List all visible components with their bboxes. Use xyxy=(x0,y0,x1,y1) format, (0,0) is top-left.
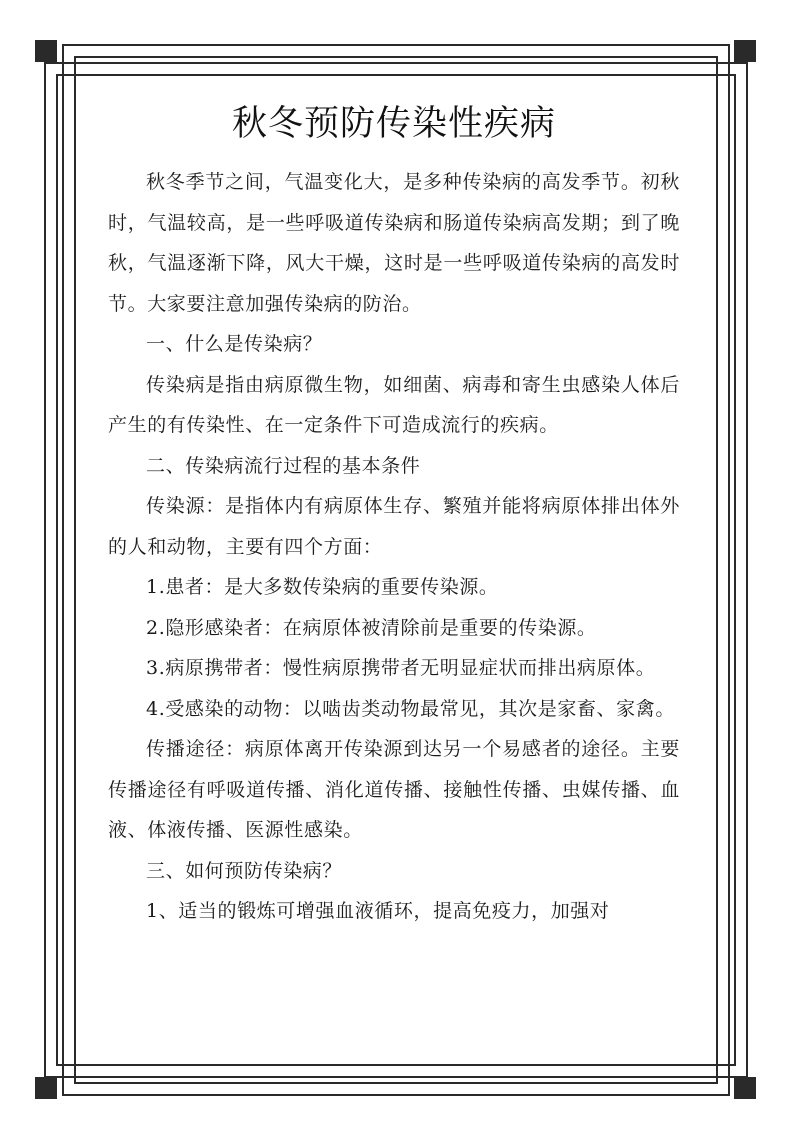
section-heading-what-is: 一、什么是传染病？ xyxy=(146,333,323,355)
list-item-hidden-infected: 2.隐形感染者：在病原体被清除前是重要的传染源。 xyxy=(146,616,597,639)
frame-corner-top-left xyxy=(35,40,57,62)
paragraph-intro: 秋冬季节之间，气温变化大，是多种传染病的高发季节。初秋时，气温较高，是一些呼吸道传染病和肠道传染病高发期；到了晚秋，气温逐渐下降，风大干燥，这时是一些呼吸道传染病的高发时节。大家要注意加强传染病的防治。 xyxy=(108,171,680,315)
list-item-patients: 1.患者：是大多数传染病的重要传染源。 xyxy=(146,576,499,598)
paragraph-transmission-route: 传播途径：病原体离开传染源到达另一个易感者的途径。主要传播途径有呼吸道传播、消化道传播、接触性传播、虫媒传播、血液、体液传播、医源性感染。 xyxy=(108,738,680,841)
paragraph-infection-source: 传染源：是指体内有病原体生存、繁殖并能将病原体排出体外的人和动物，主要有四个方面： xyxy=(108,495,680,558)
document-body xyxy=(108,98,680,932)
section-heading-conditions: 二、传染病流行过程的基本条件 xyxy=(146,454,421,477)
frame-corner-top-right xyxy=(734,40,756,62)
document-title: 秋冬预防传染性疾病 xyxy=(231,104,556,144)
frame-corner-bottom-left xyxy=(35,1077,57,1099)
frame-corner-bottom-right xyxy=(734,1077,756,1099)
paragraph-definition: 传染病是指由病原微生物，如细菌、病毒和寄生虫感染人体后产生的有传染性、在一定条件下可造成流行的疾病。 xyxy=(108,373,680,436)
paragraph-prevention-exercise: 1、适当的锻炼可增强血液循环，提高免疫力，加强对 xyxy=(146,900,610,922)
section-heading-prevention: 三、如何预防传染病？ xyxy=(146,859,343,882)
list-item-carriers: 3.病原携带者：慢性病原携带者无明显症状而排出病原体。 xyxy=(146,657,656,679)
list-item-animals: 4.受感染的动物：以啮齿类动物最常见，其次是家畜、家禽。 xyxy=(146,697,675,720)
